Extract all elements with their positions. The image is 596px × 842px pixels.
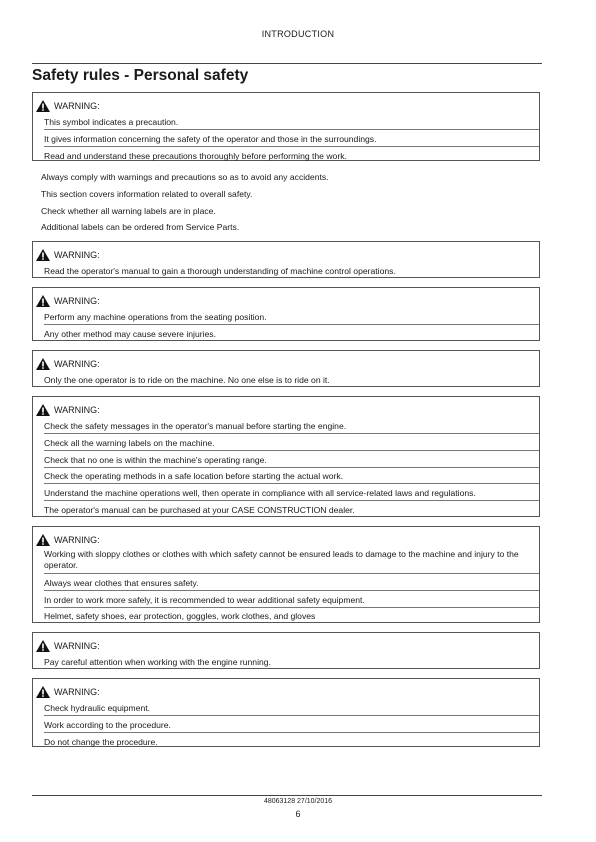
warning-line: Perform any machine operations from the seating position. <box>44 312 267 322</box>
line-separator <box>44 450 539 451</box>
page-number: 6 <box>295 809 301 819</box>
line-separator <box>44 324 539 325</box>
warning-line: In order to work more safely, it is recommended to wear additional safety equipment. <box>44 595 365 605</box>
line-separator <box>44 715 539 716</box>
warning-header <box>36 403 100 417</box>
warning-line: Any other method may cause severe injuries. <box>44 329 216 339</box>
warning-line: Understand the machine operations well, then operate in compliance with all service-related laws and regulations. <box>44 488 476 498</box>
warning-header <box>36 248 100 262</box>
warning-line: Only the one operator is to ride on the machine. No one else is to ride on it. <box>44 375 330 385</box>
warning-box-checks <box>32 396 540 517</box>
warning-line: Work according to the procedure. <box>44 720 171 730</box>
body-text-line: Additional labels can be ordered from Service Parts. <box>41 222 240 232</box>
warning-triangle-icon <box>36 686 50 698</box>
section-header: INTRODUCTION <box>261 29 335 39</box>
line-separator <box>44 732 539 733</box>
warning-label: WARNING: <box>54 687 100 697</box>
line-separator <box>44 483 539 484</box>
warning-box-single-operator <box>32 350 540 387</box>
warning-line: Do not change the procedure. <box>44 737 158 747</box>
warning-header <box>36 533 100 547</box>
warning-triangle-icon <box>36 534 50 546</box>
warning-line: Check all the warning labels on the machine. <box>44 438 215 448</box>
line-separator <box>44 129 539 130</box>
line-separator <box>44 433 539 434</box>
warning-header <box>36 294 100 308</box>
warning-box-manual <box>32 241 540 278</box>
body-text-line: This section covers information related to overall safety. <box>41 189 253 199</box>
warning-triangle-icon <box>36 358 50 370</box>
document-id: 48063128 27/10/2016 <box>263 798 333 805</box>
warning-header <box>36 357 100 371</box>
warning-line: Always wear clothes that ensures safety. <box>44 578 199 588</box>
warning-label: WARNING: <box>54 296 100 306</box>
warning-label: WARNING: <box>54 359 100 369</box>
warning-line: Check the safety messages in the operator's manual before starting the engine. <box>44 421 347 431</box>
header-divider <box>32 63 542 64</box>
warning-line: Working with sloppy clothes or clothes with which safety cannot be ensured leads to damage to the machine and injury to the operator. <box>44 549 519 570</box>
body-text-line: Check whether all warning labels are in place. <box>41 206 216 216</box>
warning-header <box>36 99 100 113</box>
warning-triangle-icon <box>36 100 50 112</box>
page-title: Safety rules - Personal safety <box>32 67 249 84</box>
warning-box-precaution <box>32 92 540 161</box>
warning-line: Check hydraulic equipment. <box>44 703 151 713</box>
warning-box-hydraulics <box>32 678 540 747</box>
warning-line: The operator's manual can be purchased at your CASE CONSTRUCTION dealer. <box>44 505 355 515</box>
warning-box-seating <box>32 287 540 341</box>
line-separator <box>44 500 539 501</box>
warning-header <box>36 639 100 653</box>
line-separator <box>44 146 539 147</box>
warning-box-clothing <box>32 526 540 623</box>
warning-line: It gives information concerning the safety of the operator and those in the surroundings. <box>44 134 377 144</box>
line-separator <box>44 607 539 608</box>
warning-label: WARNING: <box>54 535 100 545</box>
warning-label: WARNING: <box>54 250 100 260</box>
warning-line: Pay careful attention when working with the engine running. <box>44 657 271 667</box>
warning-line: Check that no one is within the machine's operating range. <box>44 455 267 465</box>
warning-line: Helmet, safety shoes, ear protection, goggles, work clothes, and gloves <box>44 611 316 621</box>
warning-label: WARNING: <box>54 405 100 415</box>
warning-triangle-icon <box>36 640 50 652</box>
body-text-line: Always comply with warnings and precautions so as to avoid any accidents. <box>41 172 329 182</box>
warning-triangle-icon <box>36 404 50 416</box>
footer-divider <box>32 795 542 796</box>
warning-triangle-icon <box>36 249 50 261</box>
warning-label: WARNING: <box>54 641 100 651</box>
warning-triangle-icon <box>36 295 50 307</box>
line-separator <box>44 573 539 574</box>
line-separator <box>44 590 539 591</box>
warning-line: Check the operating methods in a safe location before starting the actual work. <box>44 471 344 481</box>
warning-box-engine-running <box>32 632 540 669</box>
warning-label: WARNING: <box>54 101 100 111</box>
warning-line: Read the operator's manual to gain a thorough understanding of machine control operations. <box>44 266 396 276</box>
warning-line: This symbol indicates a precaution. <box>44 117 179 127</box>
warning-line: Read and understand these precautions thoroughly before performing the work. <box>44 151 347 161</box>
warning-header <box>36 685 100 699</box>
line-separator <box>44 467 539 468</box>
